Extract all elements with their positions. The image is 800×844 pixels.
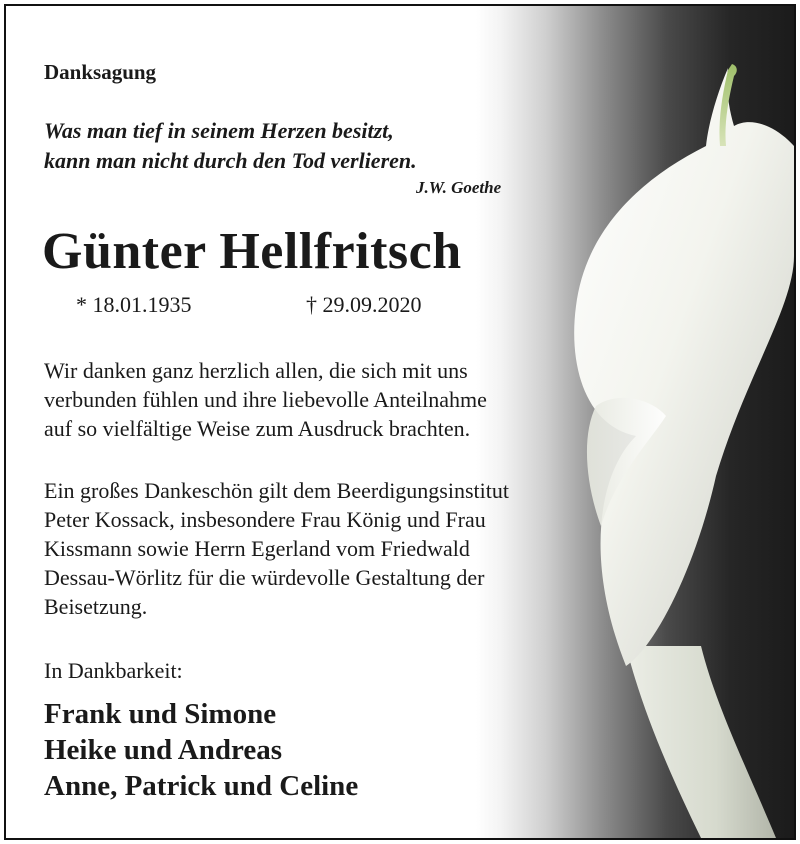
notice-frame [4, 4, 796, 840]
thanks-paragraph-2 [44, 476, 509, 621]
deceased-name: Günter Hellfritsch [42, 223, 462, 280]
heading: Danksagung [44, 60, 157, 84]
signer: Frank und Simone [44, 698, 277, 730]
paragraph-line: Dessau-Wörlitz für die würdevolle Gestaltung der [44, 565, 485, 590]
closing-label: In Dankbarkeit: [44, 658, 183, 683]
paragraph-line: verbunden fühlen und ihre liebevolle Anteilnahme [44, 387, 487, 412]
paragraph-line: auf so vielfältige Weise zum Ausdruck brachten. [44, 416, 471, 441]
signer: Heike und Andreas [44, 734, 282, 766]
paragraph-line: Beisetzung. [44, 594, 148, 619]
quote [44, 116, 417, 176]
paragraph-line: Ein großes Dankeschön gilt dem Beerdigungsinstitut [44, 478, 509, 503]
quote-line: kann man nicht durch den Tod verlieren. [44, 148, 417, 173]
notice-text [6, 6, 566, 838]
quote-line: Was man tief in seinem Herzen besitzt, [44, 118, 394, 143]
birth-date: * 18.01.1935 [76, 292, 192, 317]
paragraph-line: Kissmann sowie Herrn Egerland vom Friedwald [44, 536, 470, 561]
paragraph-line: Peter Kossack, insbesondere Frau König und Frau [44, 507, 486, 532]
thanks-paragraph-1 [44, 356, 487, 443]
signers-list [44, 696, 358, 804]
quote-author: J.W. Goethe [416, 178, 502, 197]
death-date: † 29.09.2020 [306, 292, 422, 317]
paragraph-line: Wir danken ganz herzlich allen, die sich mit uns [44, 358, 468, 383]
signer: Anne, Patrick und Celine [44, 770, 359, 802]
